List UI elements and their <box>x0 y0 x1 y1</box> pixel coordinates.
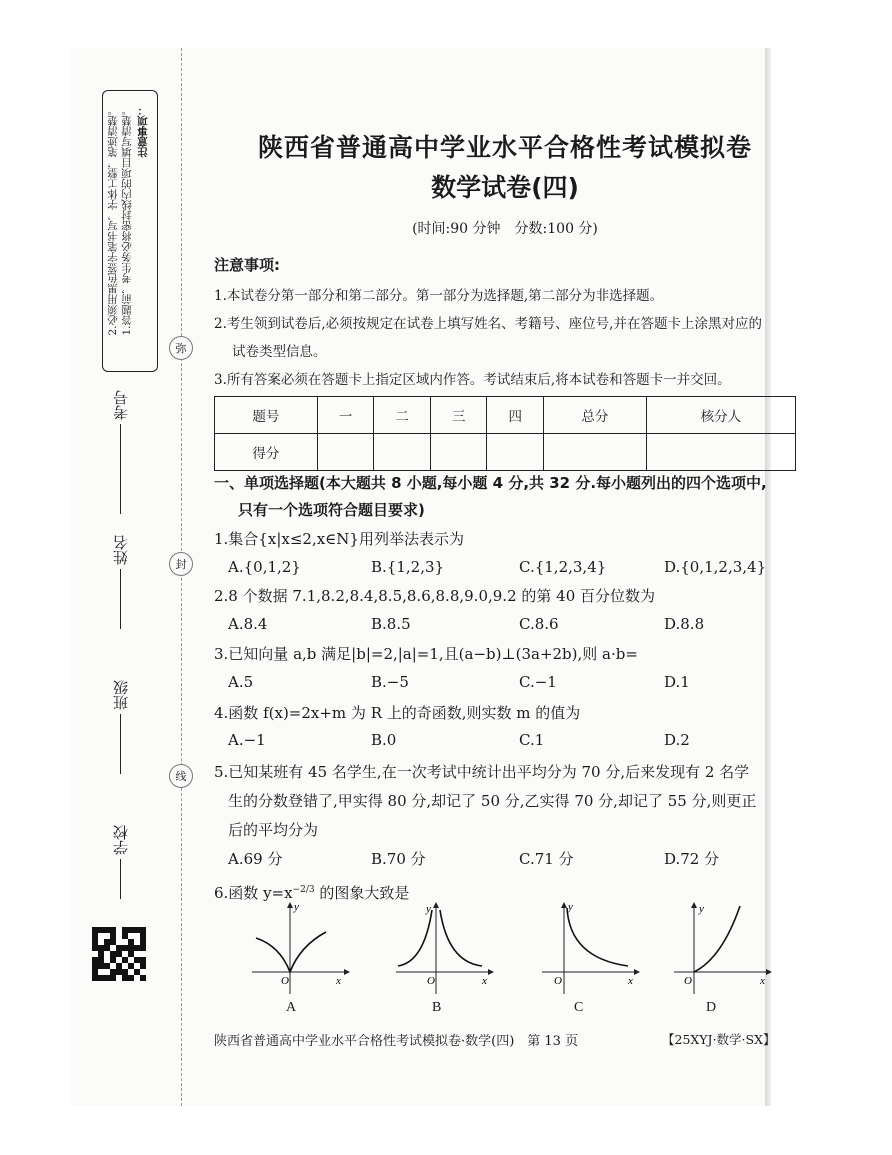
question-1-stem: 1.集合{x|x≤2,x∈N}用列举法表示为 <box>214 530 464 548</box>
question-3-option-b: B.−5 <box>371 673 409 691</box>
y-axis-arrow-icon <box>691 902 697 908</box>
question-3-option-d: D.1 <box>664 673 690 691</box>
question-2-option-c: C.8.6 <box>519 615 559 633</box>
side-notice-line-2: 2.必须用黑色签字笔书写，字体工整，笔迹清楚。 <box>107 105 119 336</box>
score-header-cell: 核分人 <box>646 397 795 434</box>
side-notice-line-1: 1.答题前，考生务必将密封线内的项目填写清楚。 <box>121 105 133 336</box>
class-underline <box>120 714 121 774</box>
exam-number-field <box>110 390 131 518</box>
curve-a <box>256 932 326 972</box>
page-footer-right: 【25XYJ·数学·SX】 <box>662 1032 776 1047</box>
score-header-cell: 总分 <box>544 397 647 434</box>
question-4-option-d: D.2 <box>664 731 690 749</box>
question-1-option-d: D.{0,1,2,3,4} <box>664 558 767 576</box>
binding-strip <box>102 90 158 900</box>
name-underline <box>120 569 121 629</box>
exam-subtitle: 数学试卷(四) <box>431 173 579 202</box>
school-field <box>110 825 131 903</box>
question-3-stem: 3.已知向量 a,b 满足|b|=2,|a|=1,且(a−b)⊥(3a+2b),则 a·b= <box>214 645 638 663</box>
score-cell <box>646 434 795 471</box>
question-5-option-b: B.70 分 <box>371 850 426 868</box>
axis-x-label: x <box>628 975 633 987</box>
y-axis-arrow-icon <box>433 902 439 908</box>
question-1-option-a: A.{0,1,2} <box>228 558 301 576</box>
question-4-option-a: A.−1 <box>228 731 266 749</box>
note-2-cont: 试卷类型信息。 <box>232 344 327 360</box>
origin-label: O <box>554 975 562 987</box>
curve-b-right <box>440 910 482 966</box>
curve-c <box>567 908 628 966</box>
question-5-option-c: C.71 分 <box>519 850 574 868</box>
score-row-label: 得分 <box>215 434 318 471</box>
axis-y-label: y <box>699 903 704 915</box>
question-2-option-a: A.8.4 <box>228 615 268 633</box>
curve-b-left <box>398 910 432 966</box>
question-1-option-b: B.{1,2,3} <box>371 558 445 576</box>
origin-label: O <box>684 975 692 987</box>
score-header-cell: 二 <box>374 397 431 434</box>
question-2-stem: 2.8 个数据 7.1,8.2,8.4,8.5,8.6,8.8,9.0,9.2 的第 40 百分位数为 <box>214 587 655 605</box>
question-5-option-d: D.72 分 <box>664 850 720 868</box>
y-axis-arrow-icon <box>287 902 293 908</box>
question-6-exponent: −2/3 <box>292 885 315 895</box>
axis-y-label: y <box>568 901 573 913</box>
note-2: 2.考生领到试卷后,必须按规定在试卷上填写姓名、考籍号、座位号,并在答题卡上涂黑对应的 <box>214 316 762 332</box>
axis-y-label: y <box>294 901 299 913</box>
origin-label: O <box>281 975 289 987</box>
question-6-graph-b <box>394 900 494 996</box>
class-label: 班级 <box>112 680 130 710</box>
time-score-line: (时间:90 分钟 分数:100 分) <box>412 221 598 237</box>
score-cell <box>487 434 544 471</box>
exam-number-label: 考号 <box>112 390 130 420</box>
question-2-option-d: D.8.8 <box>664 615 705 633</box>
score-cell <box>544 434 647 471</box>
x-axis-arrow-icon <box>344 969 350 975</box>
curve-d <box>694 906 740 972</box>
page-footer-left: 陕西省普通高中学业水平合格性考试模拟卷·数学(四) 第 13 页 <box>214 1034 579 1049</box>
graph-c-label: C <box>574 1000 584 1015</box>
question-2-option-b: B.8.5 <box>371 615 411 633</box>
note-1: 1.本试卷分第一部分和第二部分。第一部分为选择题,第二部分为非选择题。 <box>214 288 664 304</box>
qr-code-icon <box>92 927 146 981</box>
x-axis-arrow-icon <box>766 969 772 975</box>
axis-x-label: x <box>482 975 487 987</box>
score-cell <box>317 434 374 471</box>
seal-char-xian: 线 <box>169 764 193 788</box>
score-cell <box>430 434 487 471</box>
origin-label: O <box>427 975 435 987</box>
score-table <box>214 396 796 471</box>
name-label: 姓名 <box>112 535 130 565</box>
name-field <box>110 535 131 633</box>
score-table-score-row <box>215 434 796 471</box>
seal-char-feng: 封 <box>169 552 193 576</box>
question-4-option-b: B.0 <box>371 731 397 749</box>
graph-b-label: B <box>432 1000 442 1015</box>
question-6-stem-suffix: 的图象大致是 <box>314 884 410 902</box>
score-header-cell: 题号 <box>215 397 318 434</box>
x-axis-arrow-icon <box>488 969 494 975</box>
question-5-stem-line-1: 5.已知某班有 45 名学生,在一次考试中统计出平均分为 70 分,后来发现有 2 名学 <box>214 763 750 781</box>
question-6-stem-prefix: 6.函数 y=x <box>214 884 293 902</box>
score-cell <box>374 434 431 471</box>
exam-number-underline <box>120 424 121 514</box>
section-1-heading-cont: 只有一个选项符合题目要求) <box>238 501 425 519</box>
notes-heading: 注意事项: <box>214 256 280 274</box>
exam-title: 陕西省普通高中学业水平合格性考试模拟卷 <box>257 133 752 162</box>
question-6-graph-c <box>540 900 640 996</box>
axis-x-label: x <box>760 975 765 987</box>
question-6-graph-a <box>250 900 350 996</box>
note-3: 3.所有答案必须在答题卡上指定区域内作答。考试结束后,将本试卷和答题卡一并交回。 <box>214 372 731 388</box>
graph-a-label: A <box>286 1000 297 1015</box>
question-3-option-a: A.5 <box>228 673 254 691</box>
question-1-option-c: C.{1,2,3,4} <box>519 558 607 576</box>
section-1-heading: 一、单项选择题(本大题共 8 小题,每小题 4 分,共 32 分.每小题列出的四个选项中, <box>214 474 767 492</box>
score-header-cell: 三 <box>430 397 487 434</box>
axis-y-label: y <box>426 903 431 915</box>
question-6-graph-d <box>672 900 772 996</box>
qr-module <box>140 975 146 981</box>
y-axis-arrow-icon <box>561 902 567 908</box>
graph-d-label: D <box>706 1000 717 1015</box>
question-5-stem-line-2: 生的分数登错了,甲实得 80 分,却记了 50 分,乙实得 70 分,却记了 55 分,则更正 <box>228 792 757 810</box>
score-table-header-row <box>215 397 796 434</box>
seal-char-mi: 弥 <box>169 336 193 360</box>
x-axis-arrow-icon <box>634 969 640 975</box>
side-notice-heading: 注意事项： <box>137 105 149 158</box>
question-4-option-c: C.1 <box>519 731 545 749</box>
question-5-stem-line-3: 后的平均分为 <box>228 821 319 839</box>
question-3-option-c: C.−1 <box>519 673 557 691</box>
score-header-cell: 四 <box>487 397 544 434</box>
school-underline <box>120 859 121 899</box>
seal-line <box>181 48 182 1106</box>
side-notice-box <box>102 90 158 372</box>
question-5-option-a: A.69 分 <box>228 850 283 868</box>
axis-x-label: x <box>336 975 341 987</box>
score-header-cell: 一 <box>317 397 374 434</box>
class-field <box>110 680 131 778</box>
school-label: 学校 <box>112 825 130 855</box>
question-4-stem: 4.函数 f(x)=2x+m 为 R 上的奇函数,则实数 m 的值为 <box>214 704 581 722</box>
